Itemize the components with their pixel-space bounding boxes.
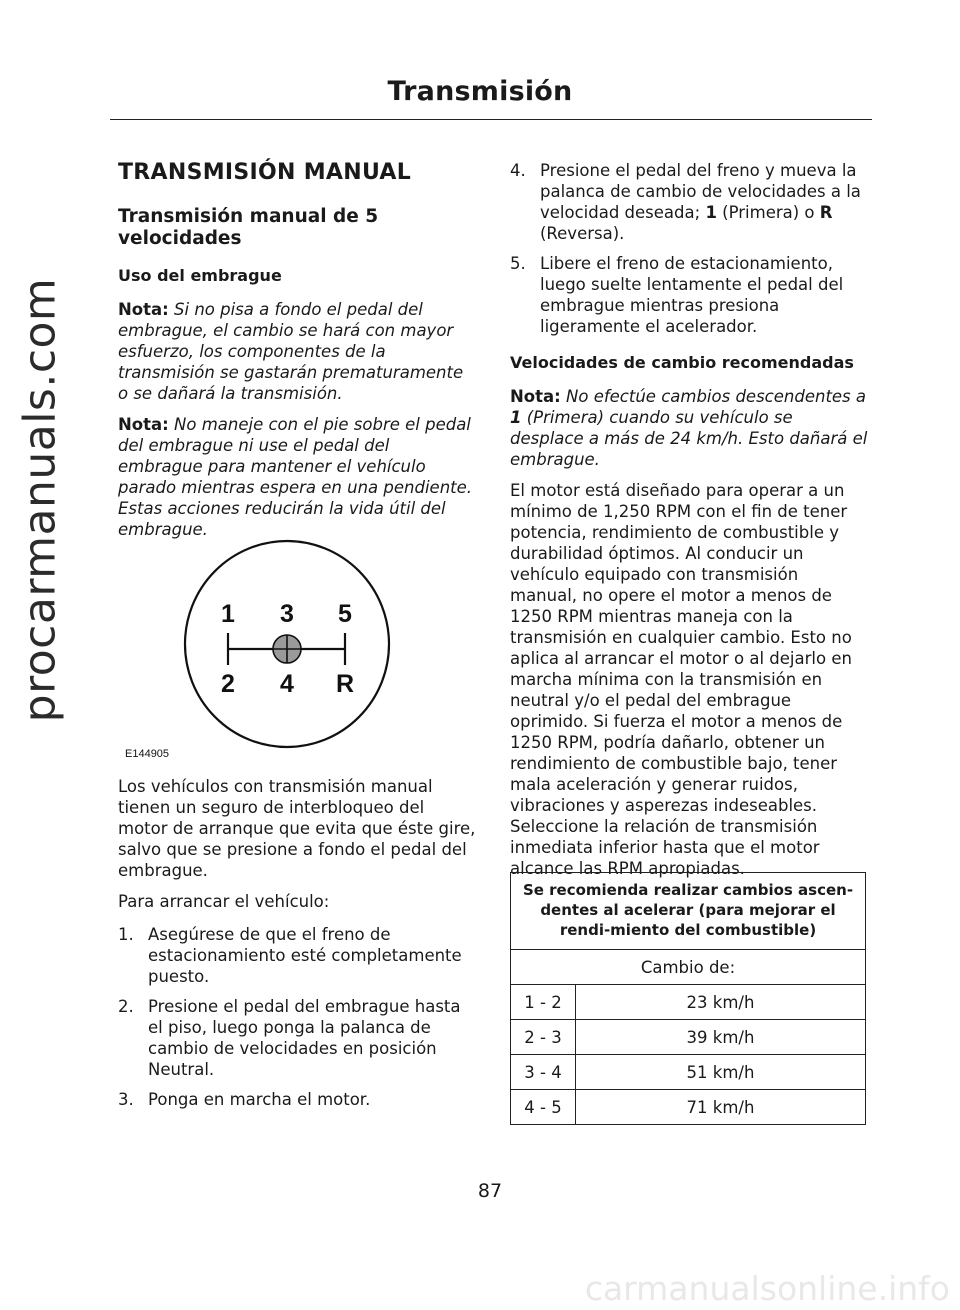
list-item [510, 253, 870, 337]
step-text: (Primera) o [716, 203, 820, 222]
list-item [118, 924, 478, 987]
table-header: Se recomienda realizar cambios ascen-dentes al acelerar (para mejorar el rendi-miento del combustible) [511, 873, 866, 950]
header-divider [110, 119, 872, 120]
speed-cell: 23 km/h [576, 985, 866, 1020]
shift-cell: 1 - 2 [511, 985, 576, 1020]
step-number: 3. [118, 1090, 134, 1109]
step-number: 4. [510, 161, 526, 180]
subsection-title: Transmisión manual de 5 velocidades [118, 206, 379, 249]
left-column [118, 160, 478, 550]
table-row [511, 1090, 866, 1125]
table-row [511, 1020, 866, 1055]
page-header-title: Transmisión [387, 76, 573, 107]
list-item [510, 160, 870, 244]
gear-label: 3 [280, 600, 294, 628]
figure-id: E144905 [125, 748, 170, 760]
step-number: 5. [510, 254, 526, 273]
note-text: No maneje con el pie sobre el pedal del embrague ni use el pedal del embrague para mantener el vehículo parado mientras espera en una pendiente. Estas acciones reducirán la vida útil del embrague. [118, 415, 473, 539]
note-clutch-full [118, 299, 478, 404]
step-number: 2. [118, 997, 134, 1016]
list-item [118, 1089, 478, 1110]
note-label: Nota: [510, 387, 561, 406]
right-column [510, 160, 870, 889]
speed-cell: 71 km/h [576, 1090, 866, 1125]
shift-cell: 3 - 4 [511, 1055, 576, 1090]
table-row [511, 1055, 866, 1090]
step-number: 1. [118, 925, 134, 944]
rpm-paragraph: El motor está diseñado para operar a un mínimo de 1,250 RPM con el fin de tener potencia, rendimiento de combustible y durabilidad óptimos. Al conducir un vehículo equipado con transmisión manual, no opere el motor a menos de 1250 RPM mientras maneja con la transmisión en cualquier cambio. Esto no aplica al arrancar el motor o al dejarlo en marcha mínima con la transmisión en neutral y/o el pedal del embrague oprimido. Si fuerza el motor a menos de 1250 RPM, podría dañarlo, obtener un rendimiento de combustible bajo, tener mala aceleración y generar ruidos, vibraciones y asperezas indeseables. Seleccione la relación de transmisión inmediata inferior hasta que el motor alcance las RPM apropiadas. [510, 481, 852, 878]
gear-reference: 1 [705, 203, 717, 222]
step-text: Presione el pedal del embrague hasta el piso, luego ponga la palanca de cambio de velocidades en posición Neutral. [148, 997, 461, 1079]
left-column-lower [118, 776, 478, 1119]
note-text: No efectúe cambios descendentes a [566, 387, 867, 406]
step-text: Libere el freno de estacionamiento, luego suelte lentamente el pedal del embrague mientras presiona ligeramente el acelerador. [540, 254, 844, 336]
gear-reference: R [819, 203, 833, 222]
table-subheader: Cambio de: [511, 950, 866, 985]
shift-speeds-heading: Velocidades de cambio recomendadas [510, 353, 854, 372]
speed-cell: 51 km/h [576, 1055, 866, 1090]
step-text: Presione el pedal del freno y mueva la palanca de cambio de velocidades a la velocidad deseada; [540, 161, 861, 222]
gear-label: 5 [338, 600, 352, 628]
gear-label: 1 [221, 600, 235, 628]
clutch-heading: Uso del embrague [118, 266, 282, 285]
page-number: 87 [477, 1180, 503, 1202]
shift-cell: 2 - 3 [511, 1020, 576, 1055]
step-text: (Reversa). [540, 224, 625, 243]
gear-reference: 1 [510, 408, 522, 427]
note-label: Nota: [118, 300, 169, 319]
start-intro: Para arrancar el vehículo: [118, 892, 330, 911]
gear-shift-diagram [118, 530, 398, 762]
note-label: Nota: [118, 415, 169, 434]
gear-label: 2 [221, 670, 235, 698]
step-text: Asegúrese de que el freno de estacionamiento esté completamente puesto. [148, 925, 462, 986]
gear-label: R [335, 670, 355, 698]
table-row [511, 985, 866, 1020]
side-watermark-text: procarmanuals.com [14, 277, 66, 723]
note-text: Si no pisa a fondo el pedal del embrague, el cambio se hará con mayor esfuerzo, los componentes de la transmisión se gastarán prematuramente o se dañará la transmisión. [118, 300, 464, 403]
gear-pattern-figure [118, 530, 398, 762]
list-item [118, 996, 478, 1080]
gear-label: 4 [280, 670, 294, 698]
speed-cell: 39 km/h [576, 1020, 866, 1055]
shift-speed-table [510, 872, 866, 1125]
note-clutch-rest [118, 414, 478, 540]
bottom-watermark: carmanualsonline.info [584, 1269, 950, 1308]
shift-cell: 4 - 5 [511, 1090, 576, 1125]
start-steps-continued [510, 160, 870, 337]
table-header-row [511, 873, 866, 950]
note-downshift [510, 386, 870, 470]
table-subheader-row [511, 950, 866, 985]
step-text: Ponga en marcha el motor. [148, 1090, 371, 1109]
interlock-paragraph: Los vehículos con transmisión manual tienen un seguro de interbloqueo del motor de arranque que evita que éste gire, salvo que se presione a fondo el pedal del embrague. [118, 777, 476, 880]
section-title: TRANSMISIÓN MANUAL [118, 160, 412, 185]
start-steps [118, 924, 478, 1110]
note-text: (Primera) cuando su vehículo se desplace a más de 24 km/h. Esto dañará el embrague. [510, 408, 868, 469]
